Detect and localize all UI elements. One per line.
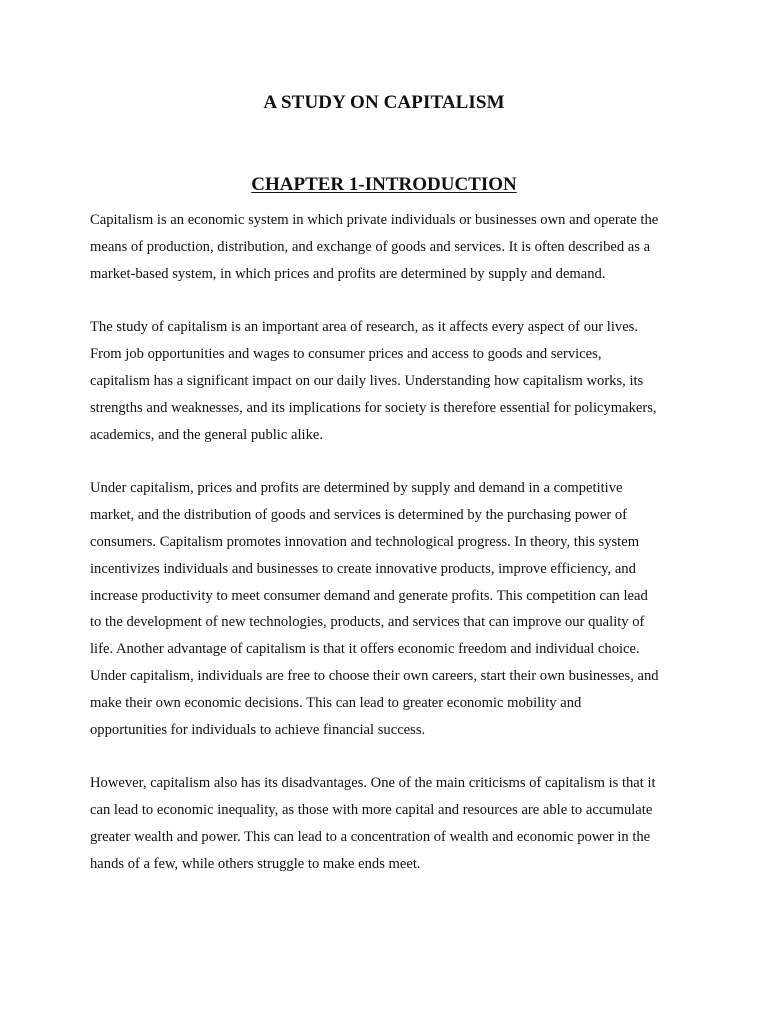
chapter-heading: CHAPTER 1-INTRODUCTION bbox=[251, 174, 517, 195]
text-line: market, and the distribution of goods and services is determined by the purchasing power of bbox=[90, 507, 627, 524]
paragraph-4 bbox=[90, 770, 690, 877]
text-line: consumers. Capitalism promotes innovation and technological progress. In theory, this system bbox=[90, 533, 640, 550]
text-line: greater wealth and power. This can lead to a concentration of wealth and economic power in the bbox=[90, 828, 651, 845]
text-line: capitalism has a significant impact on our daily lives. Understanding how capitalism works, its bbox=[90, 372, 644, 389]
text-line: academics, and the general public alike. bbox=[90, 426, 323, 443]
text-line: opportunities for individuals to achieve financial success. bbox=[90, 721, 426, 738]
text-line: strengths and weaknesses, and its implications for society is therefore essential for policymakers, bbox=[90, 399, 657, 416]
text-line: make their own economic decisions. This can lead to greater economic mobility and bbox=[90, 694, 582, 711]
text-line: market-based system, in which prices and profits are determined by supply and demand. bbox=[90, 265, 606, 282]
paragraph-3 bbox=[90, 475, 690, 743]
text-line: Capitalism is an economic system in which private individuals or businesses own and operate the bbox=[90, 212, 659, 228]
text-line: Under capitalism, prices and profits are determined by supply and demand in a competitive bbox=[90, 480, 623, 497]
text-line: incentivizes individuals and businesses to create innovative products, improve efficiency, and bbox=[90, 560, 636, 577]
paragraph-2 bbox=[90, 314, 690, 448]
text-line: From job opportunities and wages to consumer prices and access to goods and services, bbox=[90, 346, 602, 363]
text-line: to the development of new technologies, products, and services that can improve our quality of bbox=[90, 614, 645, 631]
text-line: hands of a few, while others struggle to make ends meet. bbox=[90, 855, 421, 872]
text-line: life. Another advantage of capitalism is that it offers economic freedom and individual choice. bbox=[90, 641, 640, 658]
text-line: increase productivity to meet consumer demand and generate profits. This competition can lead bbox=[90, 587, 648, 604]
paragraph-1 bbox=[90, 207, 690, 287]
text-line: However, capitalism also has its disadvantages. One of the main criticisms of capitalism is that it bbox=[90, 775, 656, 792]
document-body bbox=[90, 207, 690, 905]
text-line: can lead to economic inequality, as those with more capital and resources are able to accumulate bbox=[90, 802, 653, 819]
text-line: Under capitalism, individuals are free to choose their own careers, start their own businesses, and bbox=[90, 667, 659, 684]
document-title: A STUDY ON CAPITALISM bbox=[263, 92, 505, 113]
text-line: means of production, distribution, and exchange of goods and services. It is often described as a bbox=[90, 238, 651, 255]
text-line: The study of capitalism is an important area of research, as it affects every aspect of our lives. bbox=[90, 319, 639, 336]
